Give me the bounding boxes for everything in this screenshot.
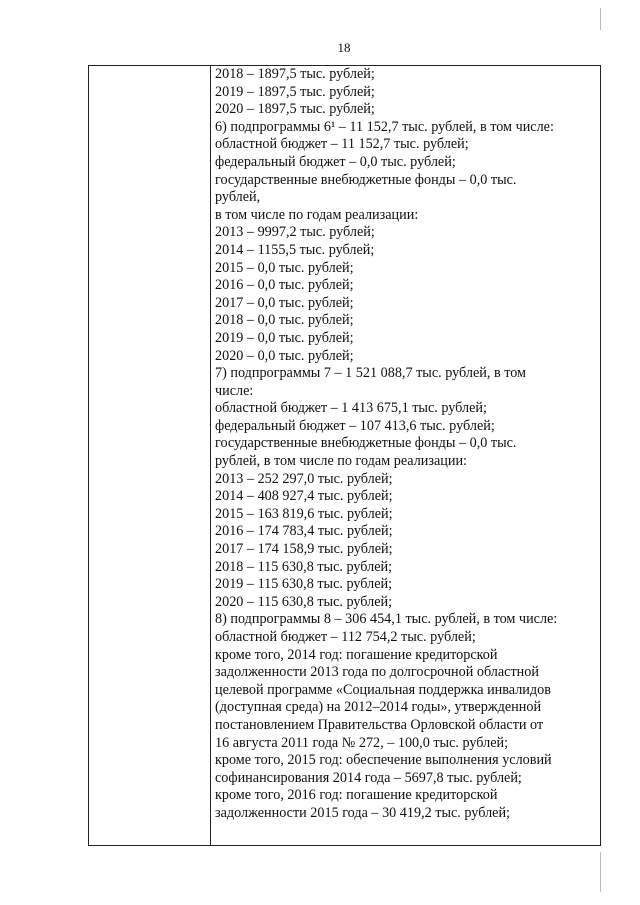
text-line: постановлением Правительства Орловской области от: [215, 716, 544, 733]
text-line: кроме того, 2015 год: обеспечение выполнения условий: [215, 752, 552, 769]
text-line: целевой программе «Социальная поддержка инвалидов: [215, 681, 551, 698]
text-line: 2018 – 1897,5 тыс. рублей;: [215, 66, 375, 82]
text-line: 2013 – 9997,2 тыс. рублей;: [215, 224, 375, 241]
text-line: 2014 – 408 927,4 тыс. рублей;: [215, 488, 393, 505]
column-divider: [210, 65, 211, 846]
text-line: областной бюджет – 1 413 675,1 тыс. рублей;: [215, 400, 487, 417]
text-line: 16 августа 2011 года № 272, – 100,0 тыс. рублей;: [215, 734, 509, 751]
page-number: 18: [337, 40, 351, 55]
text-line: 8) подпрограммы 8 – 306 454,1 тыс. рублей, в том числе:: [215, 611, 558, 628]
text-line: 2018 – 115 630,8 тыс. рублей;: [215, 558, 393, 575]
text-line: 2015 – 163 819,6 тыс. рублей;: [215, 505, 393, 522]
text-line: рублей,: [215, 189, 261, 206]
text-line: областной бюджет – 11 152,7 тыс. рублей;: [215, 136, 469, 153]
text-line: государственные внебюджетные фонды – 0,0 тыс.: [215, 171, 517, 188]
text-line: 7) подпрограммы 7 – 1 521 088,7 тыс. рублей, в том: [215, 365, 527, 382]
text-line: рублей, в том числе по годам реализации:: [215, 453, 467, 470]
text-line: 2014 – 1155,5 тыс. рублей;: [215, 241, 375, 258]
text-line: федеральный бюджет – 0,0 тыс. рублей;: [215, 153, 456, 170]
text-line: задолженности 2015 года – 30 419,2 тыс. рублей;: [215, 804, 510, 821]
text-line: 2019 – 0,0 тыс. рублей;: [215, 329, 354, 346]
right-column-text: [215, 66, 599, 823]
text-line: кроме того, 2016 год: погашение кредиторской: [215, 787, 498, 804]
text-line: 2016 – 0,0 тыс. рублей;: [215, 277, 354, 294]
scan-mark: [600, 852, 601, 892]
text-line: 6) подпрограммы 6¹ – 11 152,7 тыс. рублей, в том числе:: [215, 118, 554, 135]
text-line: 2018 – 0,0 тыс. рублей;: [215, 312, 354, 329]
text-line: 2020 – 0,0 тыс. рублей;: [215, 347, 354, 364]
text-line: софинансирования 2014 года – 5697,8 тыс. рублей;: [215, 769, 522, 786]
text-line: 2013 – 252 297,0 тыс. рублей;: [215, 470, 393, 487]
scan-mark: [600, 8, 601, 30]
text-line: числе:: [215, 382, 254, 399]
text-line: 2016 – 174 783,4 тыс. рублей;: [215, 523, 393, 540]
text-line: 2017 – 174 158,9 тыс. рублей;: [215, 541, 393, 558]
text-line: 2017 – 0,0 тыс. рублей;: [215, 294, 354, 311]
text-line: 2015 – 0,0 тыс. рублей;: [215, 259, 354, 276]
text-line: 2019 – 115 630,8 тыс. рублей;: [215, 576, 393, 593]
text-line: государственные внебюджетные фонды – 0,0 тыс.: [215, 435, 517, 452]
text-line: областной бюджет – 112 754,2 тыс. рублей;: [215, 629, 476, 645]
text-line: кроме того, 2014 год: погашение кредиторской: [215, 646, 498, 663]
text-line: 2020 – 115 630,8 тыс. рублей;: [215, 593, 393, 610]
text-line: задолженности 2013 года по долгосрочной областной: [215, 664, 539, 681]
text-line: 2020 – 1897,5 тыс. рублей;: [215, 101, 375, 118]
text-line: 2019 – 1897,5 тыс. рублей;: [215, 83, 375, 100]
text-line: (доступная среда) на 2012–2014 годы», утвержденной: [215, 699, 542, 716]
text-line: федеральный бюджет – 107 413,6 тыс. рублей;: [215, 417, 495, 434]
text-line: в том числе по годам реализации:: [215, 206, 419, 223]
